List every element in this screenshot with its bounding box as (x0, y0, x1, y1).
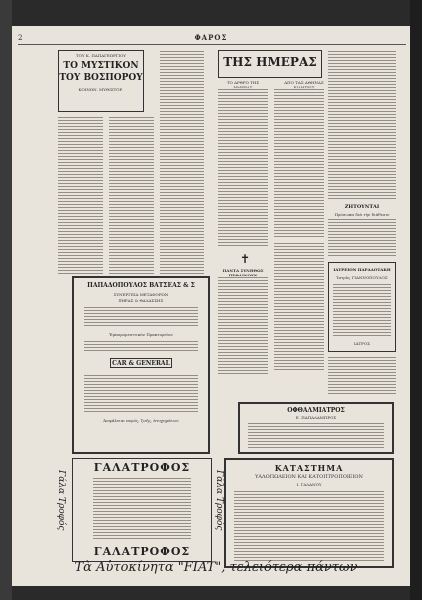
ad-car-general-box (110, 358, 172, 368)
store-ad-title: ΚΑΤΑΣΤΗΜΑ (274, 463, 344, 473)
eye-ad-title: ΟΦΘΑΛΜΙΑΤΡΟΣ (287, 407, 345, 414)
serial-column-2 (109, 116, 154, 276)
header-rule (18, 44, 406, 45)
news-title: ΤΗΣ ΗΜΕΡΑΣ (223, 55, 317, 69)
right-ad2-title: ΙΑΤΡΕΙΟΝ ΠΑΡΑΔΟΤΑΚΗ (333, 267, 391, 272)
store-ad-text (234, 490, 384, 562)
serial-column-1 (58, 116, 103, 276)
scan-right-edge (410, 0, 422, 600)
ad-galatrofos-title-top: ΓΑΛΑΤΡΟΦΟΣ (93, 461, 191, 474)
cross-icon: ✝ (240, 252, 251, 266)
ad-papadopoulos-title: ΠΑΠΑΔΟΠΟΥΛΟΣ ΒΑΤΣΕΑΣ & Σ (87, 282, 195, 289)
news-column-2b (274, 242, 324, 372)
newspaper-page (12, 26, 410, 586)
news-column-3 (328, 50, 396, 200)
bottom-fiat-ad: Τὰ Αὐτοκίνητα "FIAT", τελειότερα πάντων (74, 560, 358, 575)
ad-galatrofos-side-right: Γάλα Τροφός (214, 470, 224, 531)
news-sub-right: ΑΠΟ ΤΑΣ ΑΘΗΝΑΣ (284, 80, 324, 85)
serial-title-box (58, 50, 144, 112)
ad-papadopoulos-line3: Ἐμπορομεσιτικὸν Πρακτορεῖον (109, 332, 173, 337)
right-ad2-box (328, 262, 396, 352)
eye-ad-text (248, 422, 384, 450)
right-ad1-body: Πρόσωπα διὰ τὴν διάθεσιν (334, 212, 390, 217)
ad-papadopoulos-note: Ἀσφάλειαι πυρός, ζωῆς, ἀτυχημάτων (103, 418, 179, 423)
ad-galatrofos-title-bottom: ΓΑΛΑΤΡΟΦΟΣ (93, 545, 191, 558)
scan-left-edge (0, 0, 12, 600)
right-ad2-foot: ΙΑΤΡΟΣ (354, 341, 370, 346)
right-ad1-title: ΖΗΤΟΥΝΤΑΙ (344, 204, 380, 210)
obit-text (218, 276, 268, 376)
ad-car-general-label: CAR & GENERAL (112, 360, 170, 367)
right-ad2-text (333, 283, 391, 337)
store-ad-owner: Ι. ΓΑΛΑΝΟΥ (296, 482, 322, 487)
store-ad-sub: ΥΑΛΟΠΩΛΕΙΟΝ ΚΑΙ ΚΑΤΟΠΤΡΟΠΟΙΕΙΟΝ (255, 474, 363, 480)
ad-papadopoulos-text3 (84, 374, 198, 414)
ad-galatrofos-box (72, 458, 212, 562)
ad-galatrofos-text (93, 477, 191, 539)
eye-ad-box (238, 402, 394, 454)
serial-kicker: ΤΟΥ Κ. ΠΑΠΑΓΕΩΡΓΙΟΥ (75, 53, 127, 58)
news-title-box (218, 50, 322, 78)
serial-column-3 (160, 50, 204, 276)
eye-ad-sub: Ε. ΠΑΠΑΛΑΜΠΡΟΣ (295, 415, 337, 420)
news-column-1 (218, 88, 268, 248)
right-ad2-sub: Ἰατρὸς ΓΙΑΝΝΟΠΟΥΛΟΣ (336, 275, 388, 280)
serial-title-line1: ΤΟ ΜΥΣΤΙΚΟΝ (63, 61, 139, 71)
serial-title-line2: ΤΟΥ ΒΟΣΠΟΡΟΥ (59, 73, 143, 83)
obit-title: ΠΑΝΤΑ ΣΥΝΗΘΩΣ (222, 268, 264, 273)
ad-papadopoulos-text (84, 306, 198, 328)
ad-galatrofos-side-left: Γάλα Τροφός (56, 470, 66, 531)
newspaper-name: ΦΑΡΟΣ (194, 33, 228, 42)
serial-subtitle: ΚΟΙΝΩΝ. ΜΥΘΙΣΤΟΡ. (78, 87, 124, 92)
page-header (12, 26, 410, 42)
store-ad-box (224, 458, 394, 568)
news-sub-left: ΤΟ ΑΡΘΡΟ ΤΗΣ (226, 80, 260, 85)
ad-papadopoulos-line2: ΞΗΡΑΣ & ΘΑΛΑΣΣΗΣ (118, 298, 164, 303)
ad-papadopoulos-line1: ΣΥΝΕΡΓΕΙΑ ΜΕΤΑΦΟΡΩΝ (113, 292, 169, 297)
right-column-text (328, 356, 396, 396)
page-number: 2 (18, 34, 23, 42)
ad-papadopoulos-box (72, 276, 210, 454)
ad-papadopoulos-text2 (84, 340, 198, 352)
right-ad1-text (328, 218, 396, 258)
news-column-2 (274, 88, 324, 238)
